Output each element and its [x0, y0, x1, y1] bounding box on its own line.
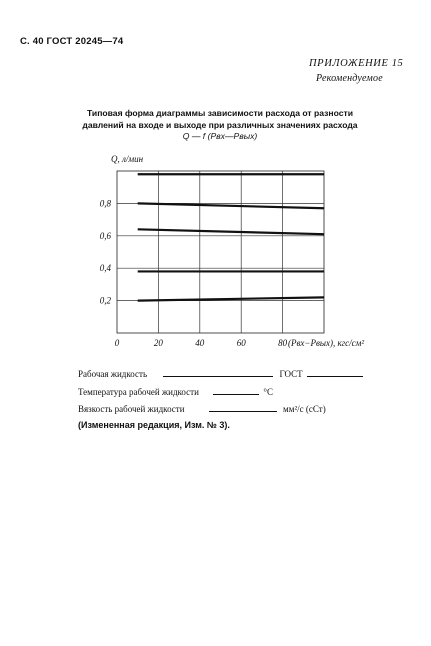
x-tick-label: 40 [195, 338, 205, 348]
series-line [138, 203, 324, 208]
appendix-number: ПРИЛОЖЕНИЕ 15 [309, 58, 404, 69]
x-tick-label: 20 [153, 338, 163, 348]
viscosity-blank[interactable] [209, 402, 277, 412]
plot-frame [117, 171, 324, 333]
page-reference: С. 40 ГОСТ 20245—74 [20, 36, 124, 47]
title-formula: Q — f (Pвх—Pвых) [182, 131, 258, 141]
y-tick-label: 0,8 [99, 198, 111, 209]
title-line-2: давлений на входе и выходе при различных значениях расхода [82, 119, 358, 130]
working-fluid-blank[interactable] [163, 367, 273, 377]
temperature-blank[interactable] [213, 385, 259, 395]
y-tick-label: 0,6 [99, 230, 111, 241]
chart-ticks [100, 198, 288, 348]
x-tick-label: 80 [278, 338, 288, 348]
series-line [138, 229, 324, 234]
field-label: Температура рабочей жидкости [78, 387, 199, 397]
chart-grid [117, 171, 324, 333]
temperature-unit: °С [263, 387, 274, 397]
y-tick-label: 0,4 [99, 263, 111, 274]
edit-note: (Измененная редакция, Изм. № 3). [78, 420, 230, 430]
field-label: Рабочая жидкость [78, 369, 148, 379]
gost-number-blank[interactable] [307, 367, 363, 377]
gost-label: ГОСТ [279, 369, 303, 379]
appendix-status: Рекомендуемое [316, 73, 383, 84]
y-tick-label: 0,2 [99, 295, 111, 306]
x-tick-label: 60 [236, 338, 246, 348]
y-axis-label: Q, л/мин [111, 154, 144, 164]
series-line [138, 297, 324, 300]
field-label: Вязкость рабочей жидкости [78, 404, 185, 414]
field-fluid-temperature [78, 385, 273, 397]
field-fluid-viscosity [78, 402, 326, 414]
title-line-1: Типовая форма диаграммы зависимости расхода от разности [86, 108, 354, 118]
field-working-fluid [78, 367, 363, 379]
chart-series [138, 174, 324, 300]
viscosity-unit: мм²/с (сСт) [283, 404, 326, 414]
x-axis-label: (Pвх−Pвых), кгс/см² [288, 338, 365, 348]
x-tick-label: 0 [114, 338, 120, 348]
